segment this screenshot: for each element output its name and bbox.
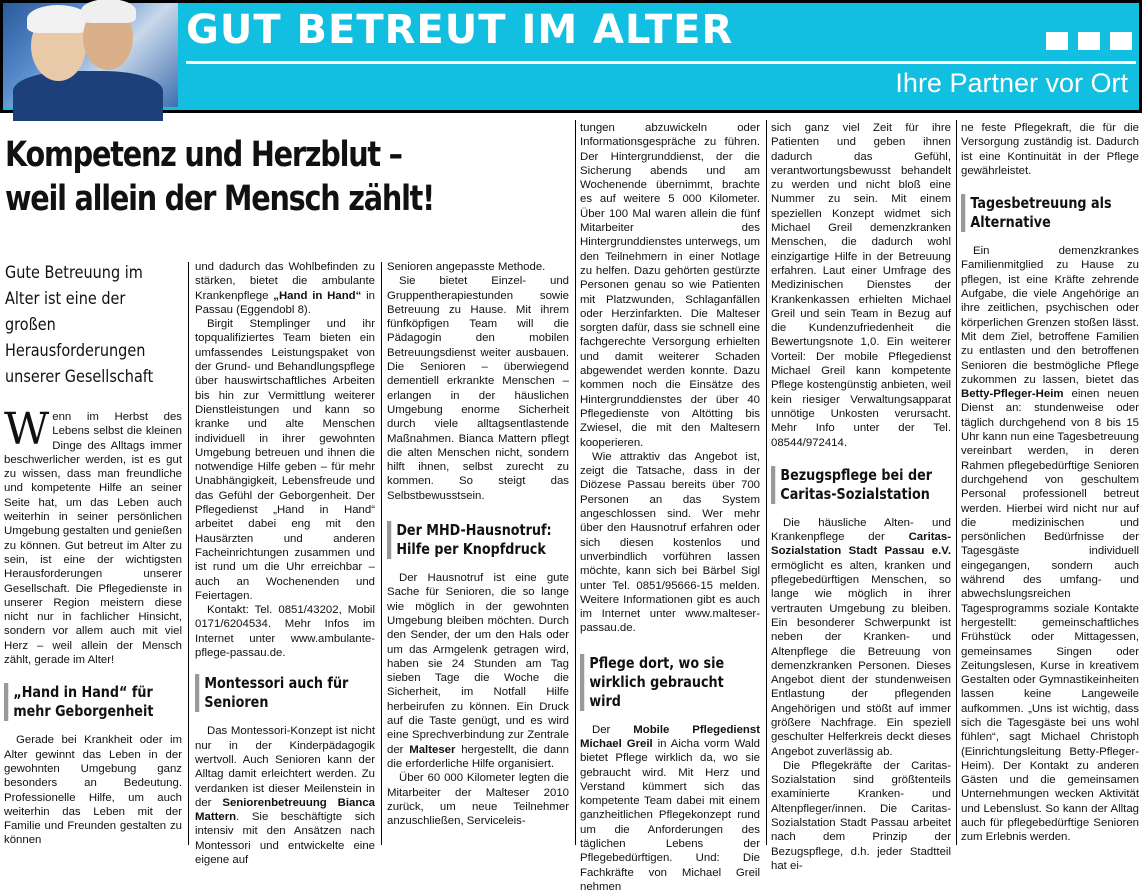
column-divider [381, 262, 382, 845]
subheading: Montessori auch für Senioren [195, 674, 374, 712]
photo-clothing [13, 71, 163, 121]
photo-hair-right [81, 0, 136, 23]
banner-divider [186, 61, 1136, 64]
subheading: Tagesbetreuung als Alternative [961, 194, 1138, 232]
body-paragraph: Sie bietet Einzel- und Gruppentherapiestunden sowie Betreuung zu Hause. Mit ihrem fünfköpfigen Team will die Pädagogin den mobilen Betreuungsdienst weiter ausbauen. Die Senioren – überwiegend dementiell erkrankte Menschen – erlangen in der häuslichen Umgebung enorme Sicherheit durch viele alltagsentlastende Maßnahmen. Bianca Mattern pflegt die alten Menschen nicht, sondern hilft ihnen, selbst zurecht zu kommen. So steigt das Selbstbewusstsein. [387, 275, 569, 502]
subheading: „Hand in Hand“ für mehr Geborgenheit [4, 683, 181, 721]
article-column-6 [961, 121, 1139, 848]
banner-subtitle: Ihre Partner vor Ort [895, 68, 1128, 98]
decorative-squares [1046, 32, 1132, 50]
body-paragraph: Der Mobile Pflegedienst Michael Greil in Aicha vorm Wald bietet Pflege wirklich da, wo sie gebraucht wird. Mit Herz und Verstand kümmert sich das kompetente Team dabei mit einem ganzheitlichen Pflegekonzept rund um die Anforderungen des täglichen Lebens der Pflegebedürftigen. Und: Die Fachkräfte von Michael Greil nehmen [580, 723, 761, 893]
body-paragraph: Die häusliche Alten- und Krankenpflege der Caritas-Sozialstation Stadt Passau e.V. ermöglicht es alten, kranken und pflegebedürftigen Menschen, so lange wie möglich in ihrer vertrauten Umgebung zu bleiben. Ein besonderer Schwerpunkt ist neben der Kranken- und Altenpflege die Betreuung von demenzkranken Personen. Dieses Angebot dient der stundenweisen Entlastung der pflegenden Angehörigen und stößt auf immer größere Nachfrage. Ein speziell geschulter Helferkreis deckt dieses Angebot zuverlässig ab. [771, 516, 951, 758]
body-paragraph: Gerade bei Krankheit oder im Alter gewinnt das Leben in der gewohnten Umgebung ganz besonders an Bedeutung. Professionelle Hilfe, um auch weiterhin das Leben mit der Familie und Freunden gestalten zu können [4, 734, 182, 847]
body-paragraph: tungen abzuwickeln oder Informationsgespräche zu führen. Der Hintergrunddienst, der die Sicherung abends und am Wochenende übernimmt, brachte es auf weitere 5 000 Kilometer. Über 100 Mal waren allein die fünf Mitarbeiter des Hintergrunddienstes unterwegs, um den Teilnehmern in einer Notlage zu helfen. Dazu gehörten gestürzte Personen genau so wie Patienten mit Platzwunden, Schlaganfällen oder Herzinfarkten. Die Malteser sorgten dafür, dass sie schnell eine fachgerechte Versorgung erhielten und damit weiterer Schaden abgewendet werden konnte. Dazu kommen noch die Einsätze des Hintergrunddienstes der über 40 Pflegedienste von Altötting bis Zwiesel, die mit den Maltesern kooperieren. [580, 122, 760, 449]
body-paragraph: Der Hausnotruf ist eine gute Sache für Senioren, die so lange wie möglich in der gewohnten Umgebung bleiben möchten. Durch den Sender, der um den Hals oder um das Armgelenk getragen wird, haben sie 24 Stunden am Tag sieben Tage die Woche die Sicherheit, im Notfall Hilfe herbeirufen zu können. Ein Druck auf die Taste genügt, und es wird eine Sprechverbindung zur Zentrale der Malteser hergestellt, die dann die erforderliche Hilfe organisiert. [387, 572, 569, 770]
body-paragraph: Senioren angepasste Methode. [387, 261, 546, 273]
photo-hair-left [27, 5, 89, 33]
body-paragraph: Kontakt: Tel. 0851/43202, Mobil 0171/6204534. Mehr Infos im Internet unter www.ambulante-pflege-passau.de. [195, 604, 375, 660]
body-paragraph: sich ganz viel Zeit für ihre Patienten und geben ihnen dadurch das Gefühl, verantwortungsbewusst behandelt zu werden und nicht bloß eine Nummer zu sein. Mit einem speziellen Konzept widmet sich Michael Greil demenzkranken Menschen, die dadurch wohl einzigartige Hilfe in der Betreuung erfahren. Laut einer Umfrage des Medizinischen Dienstes der Krankenkassen erhielten Michael Greil und sein Team in Bezug auf die Kundenzufriedenheit die Bewertungsnote 1,0. Ein weiterer Vorteil: Der mobile Pflegedienst Michael Greil kann kompetente Pflege kostengünstig anbieten, weil kein riesiger Verwaltungsapparat unnötige Unkosten verursacht. Mehr Info unter der Tel. 08544/972414. [771, 122, 951, 449]
body-paragraph: Ein demenzkrankes Familienmitglied zu Hause zu pflegen, ist eine Kräfte zehrende Aufgabe, die viele Angehörige an ihre zeitlichen, psychischen oder körperlichen Grenzen stoßen lässt. Mit dem Ziel, betroffene Familien zu entlasten und den betroffenen Senioren die bestmögliche Pflege zukommen zu lassen, bietet das Betty-Pfleger-Heim einen neuen Dienst an: stundenweise oder täglich durchgehend von 8 bis 15 Uhr kann nun eine Tagesbetreuung vereinbart werden, in deren Rahmen pflegebedürftige Senioren durchgehend von geschultem Personal professionell betreut werden. Hierbei wird nicht nur auf die medizinischen und persönlichen Bedürfnisse der Tagesgäste individuell eingegangen, sondern auch während des umfang- und abwechslungsreichen Tagesprogramms soziale Kontakte hergestellt: gemeinschaftliches Frühstück oder Mittagessen, gemeinsames Singen oder Zeitungslesen, Kurse in kreativem Gestalten oder Gymnastikeinheiten lassen keine Langeweile aufkommen. „Uns ist wichtig, dass sich die Tagesgäste bei uns wohl fühlen“, sagt Michael Christoph (Einrichtungsleitung Betty-Pfleger-Heim). Der Kontakt zu anderen Gästen und die gemeinsamen Unternehmungen wecken Aktivität und Lebenslust. So kann der Alltag auch für pflegebedürftige Senioren zum Erlebnis werden. [961, 245, 1139, 844]
headline-line-2: weil allein der Mensch zählt! [5, 179, 435, 219]
body-paragraph: Wenn im Herbst des Lebens selbst die kleinen Dinge des Alltags immer beschwerlicher werden, ist es gut zu wissen, dass man freundliche und kompetente Hilfe an seiner Seite hat, um das Leben auch weiterhin in seiner persönlichen Umgebung gestalten und genießen zu können. Gut betreut im Alter zu sein, ist eine der wichtigsten Herausforderungen unserer Gesellschaft. Die Pflegedienste in unserer Region meistern diese nicht nur in fachlicher Hinsicht, sondern vor allem auch mit viel Herz – weil allein der Mensch zählt, gerade im Alter! [4, 404, 182, 667]
body-paragraph: Wie attraktiv das Angebot ist, zeigt die Tatsache, dass in der Diözese Passau bereits über 700 Personen an das System angeschlossen sind. Wer mehr über den Hausnotruf erfahren oder sich diesen kostenlos und unverbindlich vorführen lassen möchte, kann sich bei Bärbel Sigl unter Tel. 0851/95666-15 melden. Weitere Informationen gibt es auch im Internet unter www.malteser-passau.de. [580, 450, 760, 635]
body-paragraph: Die Pflegekräfte der Caritas-Sozialstation sind größtenteils examinierte Kranken- und Altenpfleger/innen. Die Caritas-Sozialstation Stadt Passau arbeitet nach dem Prinzip der Bezugspflege, d.h. jeder Stadtteil hat ei- [771, 759, 951, 872]
article-column-5 [771, 121, 951, 872]
article-column-4 [580, 121, 761, 893]
article-lead: Gute Betreuung im Alter ist eine der großen Herausforderungen unserer Gesellschaft [5, 263, 154, 387]
subheading: Bezugspflege bei der Caritas-Sozialstation [771, 466, 950, 504]
drop-cap: W [4, 404, 50, 455]
article-column-1 [4, 404, 182, 848]
column-divider [575, 120, 576, 845]
column-divider [956, 120, 957, 845]
body-paragraph: Das Montessori-Konzept ist nicht nur in der Kinderpädagogik wertvoll. Auch Senioren kann der Alltag damit erleichtert werden. Zu verdanken ist dieser Meilenstein in der Seniorenbetreuung Bianca Mattern. Sie beschäftigte sich intensiv mit den Ansätzen nach Montessori und entwickelte eine eigene auf [195, 725, 375, 866]
body-paragraph: und dadurch das Wohlbefinden zu stärken, bietet die ambulante Krankenpflege „Hand in Hand“ in Passau (Eggendobl 8). [195, 261, 375, 316]
article-column-3 [387, 260, 569, 848]
subheading: Der MHD-Hausnotruf: Hilfe per Knopfdruck [387, 521, 568, 559]
article-headline [5, 133, 477, 221]
subheading: Pflege dort, wo sie wirklich gebraucht wird [580, 654, 759, 711]
headline-line-1: Kompetenz und Herzblut – [5, 135, 402, 175]
body-paragraph: Über 60 000 Kilometer legten die Mitarbeiter der Malteser 2010 zurück, um neue Teilnehmer anzuschließen, Serviceleis- [387, 772, 569, 828]
body-paragraph: Birgit Stemplinger und ihr topqualifiziertes Team bieten ein umfassendes Leistungspaket von der Grund- und Behandlungspflege über hauswirtschaftliches Arbeiten bis hin zur Vermittlung weiterer Dienstleistungen und kann so kranke und alte Menschen individuell in ihrer gewohnten Umgebung betreuen und ihnen die notwendige Hilfe geben – für mehr Unabhängigkeit, Lebensfreude und das Gefühl der Geborgenheit. Der Pflegedienst „Hand in Hand“ arbeitet dabei eng mit den Hausärzten und anderen Facheinrichtungen zusammen und ist rund um die Uhr erreichbar – auch an Wochenenden und Feiertagen. [195, 318, 375, 602]
article-column-2 [195, 260, 375, 866]
banner-title: GUT BETREUT IM ALTER [186, 7, 734, 53]
column-divider [766, 120, 767, 845]
senior-couple-photo [3, 3, 178, 107]
column-divider [188, 262, 189, 845]
body-paragraph: ne feste Pflegekraft, die für die Versorgung zuständig ist. Dadurch ist eine Kontinuität in der Pflege gewährleistet. [961, 122, 1139, 177]
